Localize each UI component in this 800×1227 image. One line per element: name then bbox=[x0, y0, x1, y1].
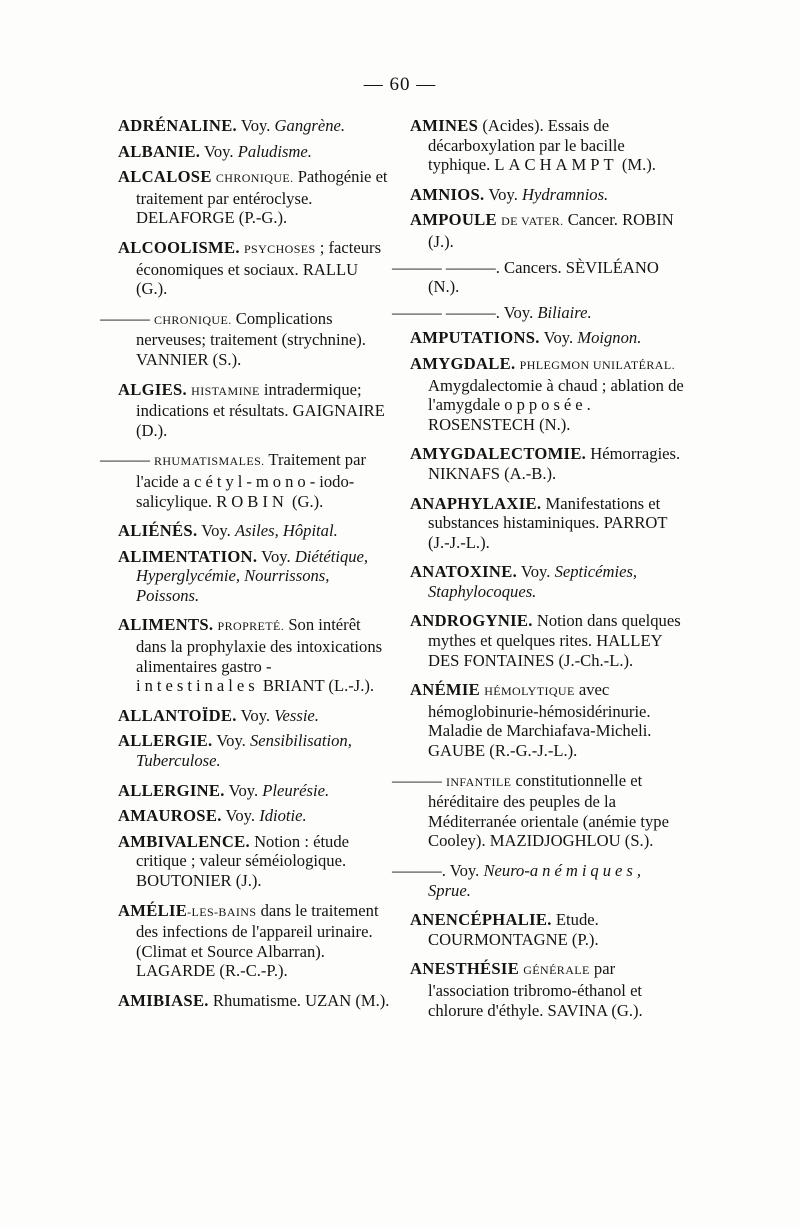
subheading: GÉNÉRALE bbox=[523, 963, 590, 978]
headword: AMYGDALECTOMIE. bbox=[410, 444, 587, 464]
subheading: HISTAMINE bbox=[191, 383, 260, 398]
headword: ALIMENTATION. bbox=[118, 546, 258, 566]
entry-text: Etude. COURMONTAGNE (P.). bbox=[428, 910, 599, 949]
entry-amines bbox=[410, 116, 686, 175]
entry-algies-rhumatismales bbox=[100, 450, 390, 511]
entry-text: ; facteurs économiques et sociaux. RALLU (G.). bbox=[136, 237, 382, 299]
subheading: -LES-BAINS bbox=[187, 904, 257, 919]
headword: ALLERGIE. bbox=[118, 731, 213, 751]
cross-reference: Idiotie. bbox=[259, 806, 307, 826]
entry-text: Complications nerveuses; traitement (strychnine). VANNIER (S.). bbox=[136, 308, 366, 369]
subheading: HÉMOLYTIQUE bbox=[484, 684, 575, 699]
entry-alimentation bbox=[118, 547, 390, 606]
headword: AMYGDALE. bbox=[410, 353, 516, 373]
subheading: RHUMATISMALES. bbox=[153, 454, 265, 469]
entry-text-cont: BRIANT (L.-J.). bbox=[262, 676, 375, 696]
headword: ALIÉNÉS. bbox=[118, 521, 198, 541]
subheading: INFANTILE bbox=[445, 774, 512, 789]
headword: ALLERGINE. bbox=[118, 780, 225, 800]
voy-label: Voy. bbox=[520, 562, 551, 582]
entry-amnios bbox=[410, 185, 686, 205]
entry-ampoule-cancers bbox=[392, 257, 686, 297]
repeat-dash: ——— bbox=[100, 450, 150, 470]
entry-text: Son intérêt dans la prophylaxie des intoxications alimentaires gastro - bbox=[136, 615, 383, 676]
entry-text: Hémorragies. NIKNAFS (A.-B.). bbox=[428, 444, 681, 483]
entry-adrenaline bbox=[118, 116, 390, 136]
headword: ALBANIE. bbox=[118, 141, 201, 161]
cross-reference: Diététique, Hyperglycémie, Nourrissons, Poissons. bbox=[136, 546, 369, 605]
entry-alcoolisme bbox=[118, 238, 390, 299]
headword: ANENCÉPHALIE. bbox=[410, 910, 552, 930]
entry-amputations bbox=[410, 328, 686, 348]
subheading: PSYCHOSES bbox=[243, 241, 316, 256]
entry-text: Rhumatisme. UZAN (M.). bbox=[212, 990, 390, 1010]
entry-ampoule-voy bbox=[392, 302, 686, 323]
spaced-text: acétyl-mono- bbox=[182, 471, 320, 491]
entry-text-cont: ROSENSTECH (N.). bbox=[428, 414, 571, 434]
entry-text: Cancers. SÈVILÉANO (N.). bbox=[428, 257, 659, 297]
headword: ANDROGYNIE. bbox=[410, 611, 533, 631]
headword: AMAUROSE. bbox=[118, 806, 222, 826]
headword: AMPOULE bbox=[410, 210, 497, 230]
entry-amygdale bbox=[410, 354, 686, 434]
voy-label: Voy. bbox=[240, 705, 271, 725]
voy-label: Voy. bbox=[204, 141, 234, 161]
entry-text: dans le traitement des infections de l'appareil urinaire. (Climat et Source Albarran). LAGARDE (R.-C.-P.). bbox=[136, 900, 379, 981]
voy-label: Voy. bbox=[216, 731, 246, 751]
headword: ALLANTOÏDE. bbox=[118, 705, 237, 725]
author-spaced: ROBIN bbox=[216, 491, 288, 511]
entry-text: Pathogénie et traitement par entéroclyse. DELAFORGE (P.-G.). bbox=[136, 167, 388, 228]
entry-text: (Acides). Essais de décarboxylation par le bacille typhique. bbox=[428, 116, 625, 175]
entry-anatoxine bbox=[410, 562, 686, 601]
cross-reference: Asiles, Hôpital. bbox=[234, 521, 338, 541]
headword: AMPUTATIONS. bbox=[410, 328, 540, 348]
entry-text-cont: iodo-salicylique. bbox=[136, 471, 355, 511]
cross-reference: Moignon. bbox=[577, 328, 642, 348]
entry-text: Notion : étude critique ; valeur séméiologique. BOUTONIER (J.). bbox=[136, 831, 350, 890]
voy-label: Voy. bbox=[543, 328, 574, 348]
voy-label: Voy. bbox=[449, 861, 480, 880]
entry-allantoide bbox=[118, 706, 390, 726]
voy-label: Voy. bbox=[201, 521, 231, 541]
headword: ADRÉNALINE. bbox=[118, 116, 238, 135]
cross-reference: Biliaire. bbox=[537, 302, 592, 322]
cross-reference: Pleurésie. bbox=[262, 780, 330, 800]
entry-anencephalie bbox=[410, 910, 686, 949]
entry-alcalose bbox=[118, 167, 390, 228]
entry-text: Amygdalectomie à chaud ; ablation de l'amygdale bbox=[428, 375, 684, 415]
repeat-dash: ——— bbox=[100, 308, 150, 328]
left-column bbox=[100, 116, 390, 1021]
headword: AMNIOS. bbox=[410, 184, 485, 204]
entry-anemie bbox=[410, 680, 686, 760]
cross-reference: Hydramnios. bbox=[522, 184, 609, 204]
entry-ampoule bbox=[410, 210, 686, 251]
entry-alcoolisme-chronique bbox=[100, 308, 390, 370]
entry-amygdalectomie bbox=[410, 444, 686, 483]
subheading: PHLEGMON UNILATÉRAL. bbox=[519, 357, 675, 372]
entry-algies bbox=[118, 380, 390, 441]
spaced-text: intestinales bbox=[136, 676, 259, 696]
spaced-text: opposée. bbox=[504, 395, 595, 415]
cross-reference: Septicémies, Staphylocoques. bbox=[428, 562, 638, 601]
right-column bbox=[392, 116, 686, 1030]
entry-aliments bbox=[118, 615, 390, 695]
cross-reference-end: Sprue. bbox=[428, 880, 471, 900]
headword: AMIBIASE. bbox=[118, 990, 209, 1010]
entry-anaphylaxie bbox=[410, 494, 686, 553]
subheading: CHRONIQUE. bbox=[215, 171, 294, 186]
entry-anesthesie bbox=[410, 959, 686, 1020]
author-spaced: LACHAMPT bbox=[494, 155, 618, 175]
entry-text: Traitement par l'acide bbox=[136, 450, 366, 491]
entry-androgynie bbox=[410, 611, 686, 670]
headword: ANÉMIE bbox=[410, 680, 481, 700]
entry-alienes bbox=[118, 521, 390, 541]
entry-allergie bbox=[118, 731, 390, 770]
entry-anemie-infantile bbox=[392, 770, 686, 851]
entry-albanie bbox=[118, 142, 390, 162]
cross-reference: Neuro- bbox=[483, 861, 530, 880]
entry-text-end: (M.). bbox=[621, 155, 656, 175]
entry-text: Cancer. ROBIN (J.). bbox=[428, 210, 674, 251]
entry-allergine bbox=[118, 781, 390, 801]
voy-label: Voy. bbox=[503, 302, 534, 322]
voy-label: Voy. bbox=[261, 546, 291, 566]
voy-label: Voy. bbox=[225, 806, 256, 826]
headword: ANAPHYLAXIE. bbox=[410, 493, 542, 513]
repeat-dash: ——— bbox=[392, 770, 442, 790]
headword: ALCOOLISME. bbox=[118, 237, 240, 257]
headword: ANESTHÉSIE bbox=[410, 959, 520, 979]
subheading: DE VATER. bbox=[501, 214, 564, 229]
entry-text: avec hémoglobinurie-hémosidérinurie. Maladie de Marchiafava-Micheli. GAUBE (R.-G.-J.-L.). bbox=[428, 680, 652, 761]
entry-text-end: (G.). bbox=[292, 491, 324, 511]
entry-anemie-voy bbox=[392, 861, 686, 900]
headword: AMINES bbox=[410, 116, 479, 135]
entry-amibiase bbox=[118, 991, 390, 1011]
entry-text: par l'association tribromo-éthanol et chlorure d'éthyle. SAVINA (G.). bbox=[428, 959, 643, 1020]
entry-text: Manifestations et substances histaminiques. PARROT (J.-J.-L.). bbox=[428, 493, 668, 552]
voy-label: Voy. bbox=[488, 184, 518, 204]
headword: AMÉLIE bbox=[118, 900, 188, 920]
cross-reference-spaced: anémiques, bbox=[529, 861, 645, 880]
subheading: PROPRETÉ. bbox=[217, 619, 285, 634]
entry-text: constitutionnelle et héréditaire des peuples de la Méditerranée orientale (anémie type Cooley). MAZIDJOGHLOU (S.). bbox=[428, 770, 669, 851]
entry-text: Notion dans quelques mythes et quelques rites. HALLEY DES FONTAINES (J.-Ch.-L.). bbox=[428, 611, 681, 670]
headword: ALIMENTS. bbox=[118, 615, 214, 635]
cross-reference: Vessie. bbox=[274, 705, 319, 725]
page-number: — 60 — bbox=[363, 74, 437, 95]
repeat-dash: ——— ———. bbox=[392, 257, 500, 277]
headword: ALGIES. bbox=[118, 379, 187, 399]
cross-reference: Paludisme. bbox=[237, 141, 312, 161]
headword: ANATOXINE. bbox=[410, 562, 518, 582]
entry-amelie-les-bains bbox=[118, 901, 390, 981]
voy-label: Voy. bbox=[228, 780, 259, 800]
subheading: CHRONIQUE. bbox=[153, 312, 232, 327]
entry-text: intradermique; indications et résultats. GAIGNAIRE (D.). bbox=[136, 379, 385, 440]
entry-ambivalence bbox=[118, 832, 390, 891]
entry-amaurose bbox=[118, 806, 390, 826]
repeat-dash: ——— ———. bbox=[392, 302, 500, 322]
headword: ALCALOSE bbox=[118, 167, 212, 187]
repeat-dash: ———. bbox=[392, 861, 446, 880]
cross-reference: Gangrène. bbox=[274, 116, 346, 135]
headword: AMBIVALENCE. bbox=[118, 831, 250, 851]
cross-reference: Sensibilisation, Tuberculose. bbox=[136, 731, 352, 771]
voy-label: Voy. bbox=[240, 116, 271, 135]
